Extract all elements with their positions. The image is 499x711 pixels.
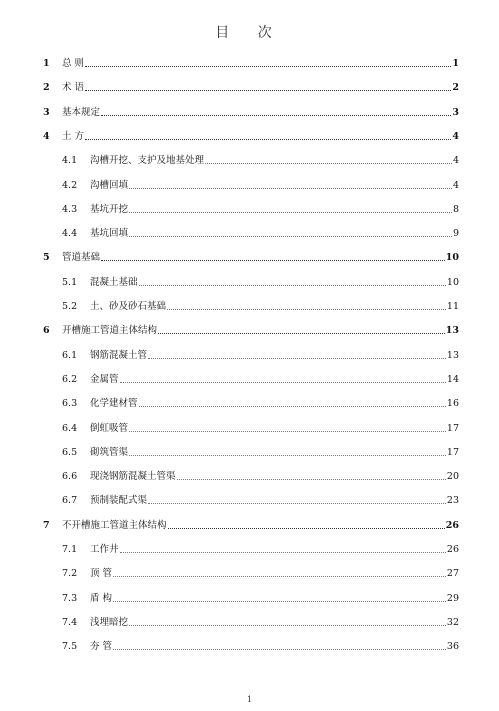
dot-leader xyxy=(148,503,446,504)
toc-subsection-entry[interactable] xyxy=(43,614,459,628)
toc-entry-label: 顶 管 xyxy=(90,568,113,580)
toc-entry-number: 7.5 xyxy=(62,641,78,653)
toc-entry-number: 3 xyxy=(43,106,50,118)
toc-entry-number: 4.4 xyxy=(62,228,78,240)
toc-entry-page: 8 xyxy=(452,203,459,215)
toc-entry-number: 7 xyxy=(43,519,50,531)
toc-entry-number: 2 xyxy=(43,82,50,94)
dot-leader xyxy=(168,528,445,529)
dot-leader xyxy=(139,406,446,407)
toc-entry-label: 化学建材管 xyxy=(90,398,138,410)
toc-entry-page: 36 xyxy=(446,641,459,653)
toc-entry-page: 14 xyxy=(446,373,459,385)
toc-entry-page: 10 xyxy=(446,276,459,288)
toc-entry-label: 基坑回填 xyxy=(90,228,129,240)
dot-leader xyxy=(129,236,452,237)
toc-section-entry[interactable] xyxy=(43,79,459,93)
dot-leader xyxy=(113,601,446,602)
toc-subsection-entry[interactable] xyxy=(43,201,459,215)
toc-entry-page: 17 xyxy=(446,422,459,434)
toc-entry-label: 工作井 xyxy=(90,544,119,555)
toc-entry-number: 4 xyxy=(43,130,50,142)
toc-entry-number: 4.2 xyxy=(62,179,78,191)
toc-entry-number: 5.2 xyxy=(62,301,78,312)
toc-entry-number: 6.6 xyxy=(62,471,78,483)
dot-leader xyxy=(85,90,451,91)
toc-entry-number: 7.3 xyxy=(62,592,78,604)
toc-subsection-entry[interactable] xyxy=(43,565,459,579)
toc-entry-page: 3 xyxy=(452,106,459,118)
toc-entry-page: 9 xyxy=(452,228,459,240)
toc-entry-page: 4 xyxy=(452,130,459,142)
toc-subsection-entry[interactable] xyxy=(43,152,459,166)
toc-subsection-entry[interactable] xyxy=(43,225,459,239)
toc-section-entry[interactable] xyxy=(43,128,459,142)
dot-leader xyxy=(101,115,451,116)
toc-entry-page: 11 xyxy=(446,301,459,312)
toc-entry-label: 钢筋混凝土管 xyxy=(90,349,148,361)
toc-subsection-entry[interactable] xyxy=(43,590,459,604)
toc-entry-label: 混凝土基础 xyxy=(90,276,138,288)
dot-leader xyxy=(129,431,446,432)
toc-entry-page: 4 xyxy=(452,179,459,191)
toc-entry-label: 土、砂及砂石基础 xyxy=(90,301,167,312)
toc-entry-label: 沟槽开挖、支护及地基处理 xyxy=(90,155,205,167)
toc-subsection-entry[interactable] xyxy=(43,177,459,191)
toc-subsection-entry[interactable] xyxy=(43,541,459,555)
toc-entry-number: 7.2 xyxy=(62,568,78,580)
toc-entry-number: 6.3 xyxy=(62,398,78,410)
toc-entry-label: 金属管 xyxy=(90,373,119,385)
dot-leader xyxy=(158,333,445,334)
toc-entry-page: 17 xyxy=(446,446,459,458)
toc-entry-number: 1 xyxy=(43,58,50,69)
toc-entry-number: 7.4 xyxy=(62,616,78,628)
toc-entry-label: 预制装配式渠 xyxy=(90,495,148,507)
dot-leader xyxy=(148,358,446,359)
toc-entry-page: 16 xyxy=(446,398,459,410)
toc-subsection-entry[interactable] xyxy=(43,638,459,652)
toc-subsection-entry[interactable] xyxy=(43,468,459,482)
dot-leader xyxy=(167,309,446,310)
toc-entry-page: 26 xyxy=(446,544,459,555)
dot-leader xyxy=(129,188,452,189)
dot-leader xyxy=(113,649,446,650)
toc-subsection-entry[interactable] xyxy=(43,444,459,458)
toc-section-entry[interactable] xyxy=(43,322,459,336)
toc-entry-label: 沟槽回填 xyxy=(90,179,129,191)
toc-entry-page: 27 xyxy=(446,568,459,580)
toc-entry-label: 管道基础 xyxy=(62,252,101,264)
dot-leader xyxy=(205,163,452,164)
toc-entry-number: 6 xyxy=(43,325,50,337)
toc-subsection-entry[interactable] xyxy=(43,274,459,288)
dot-leader xyxy=(177,479,446,480)
toc-entry-label: 不开槽施工管道主体结构 xyxy=(62,519,167,531)
toc-entry-page: 32 xyxy=(446,616,459,628)
dot-leader xyxy=(101,260,445,261)
toc-entry-label: 浅埋暗挖 xyxy=(90,616,129,628)
toc-subsection-entry[interactable] xyxy=(43,395,459,409)
toc-entry-label: 土 方 xyxy=(62,130,85,142)
toc-entry-number: 7.1 xyxy=(62,544,78,555)
toc-entry-number: 6.2 xyxy=(62,373,78,385)
dot-leader xyxy=(129,625,446,626)
toc-entry-page: 20 xyxy=(446,471,459,483)
dot-leader xyxy=(120,552,446,553)
dot-leader xyxy=(120,382,446,383)
toc-subsection-entry[interactable] xyxy=(43,371,459,385)
toc-entry-number: 5.1 xyxy=(62,276,78,288)
page-number: 1 xyxy=(246,695,253,704)
toc-entry-label: 夯 管 xyxy=(90,641,113,653)
toc-entry-page: 23 xyxy=(446,495,459,507)
toc-section-entry[interactable] xyxy=(43,55,459,69)
toc-entry-label: 砌筑管渠 xyxy=(90,446,129,458)
dot-leader xyxy=(129,212,452,213)
toc-entry-page: 29 xyxy=(446,592,459,604)
toc-entry-label: 基坑开挖 xyxy=(90,203,129,215)
dot-leader xyxy=(85,66,451,67)
toc-section-entry[interactable] xyxy=(43,249,459,263)
toc-entry-page: 4 xyxy=(452,155,459,167)
toc-entry-number: 6.4 xyxy=(62,422,78,434)
toc-entry-page: 10 xyxy=(445,252,459,264)
toc-entry-label: 现浇钢筋混凝土管渠 xyxy=(90,471,176,483)
toc-entry-label: 基本规定 xyxy=(62,106,101,118)
toc-title: 目 次 xyxy=(215,25,284,41)
toc-entry-number: 4.3 xyxy=(62,203,78,215)
toc-section-entry[interactable] xyxy=(43,104,459,118)
dot-leader xyxy=(85,139,451,140)
toc-entry-label: 倒虹吸管 xyxy=(90,422,129,434)
toc-entry-number: 6.5 xyxy=(62,446,78,458)
toc-entry-label: 盾 构 xyxy=(90,592,113,604)
toc-subsection-entry[interactable] xyxy=(43,347,459,361)
toc-subsection-entry[interactable] xyxy=(43,298,459,312)
toc-entry-label: 总 则 xyxy=(62,58,85,69)
dot-leader xyxy=(113,576,446,577)
dot-leader xyxy=(139,285,446,286)
toc-entry-page: 1 xyxy=(452,58,459,69)
toc-entry-number: 6.7 xyxy=(62,495,78,507)
toc-entry-page: 13 xyxy=(446,349,459,361)
toc-entry-label: 术 语 xyxy=(62,82,85,94)
toc-entry-page: 2 xyxy=(452,82,459,94)
dot-leader xyxy=(129,455,446,456)
toc-entry-number: 6.1 xyxy=(62,349,78,361)
toc-entry-number: 5 xyxy=(43,252,50,264)
toc-entry-page: 13 xyxy=(445,325,459,337)
toc-subsection-entry[interactable] xyxy=(43,420,459,434)
toc-subsection-entry[interactable] xyxy=(43,492,459,506)
toc-entry-page: 26 xyxy=(445,519,459,531)
toc-entry-number: 4.1 xyxy=(62,155,78,167)
toc-section-entry[interactable] xyxy=(43,517,459,531)
toc-entry-label: 开槽施工管道主体结构 xyxy=(62,325,158,337)
